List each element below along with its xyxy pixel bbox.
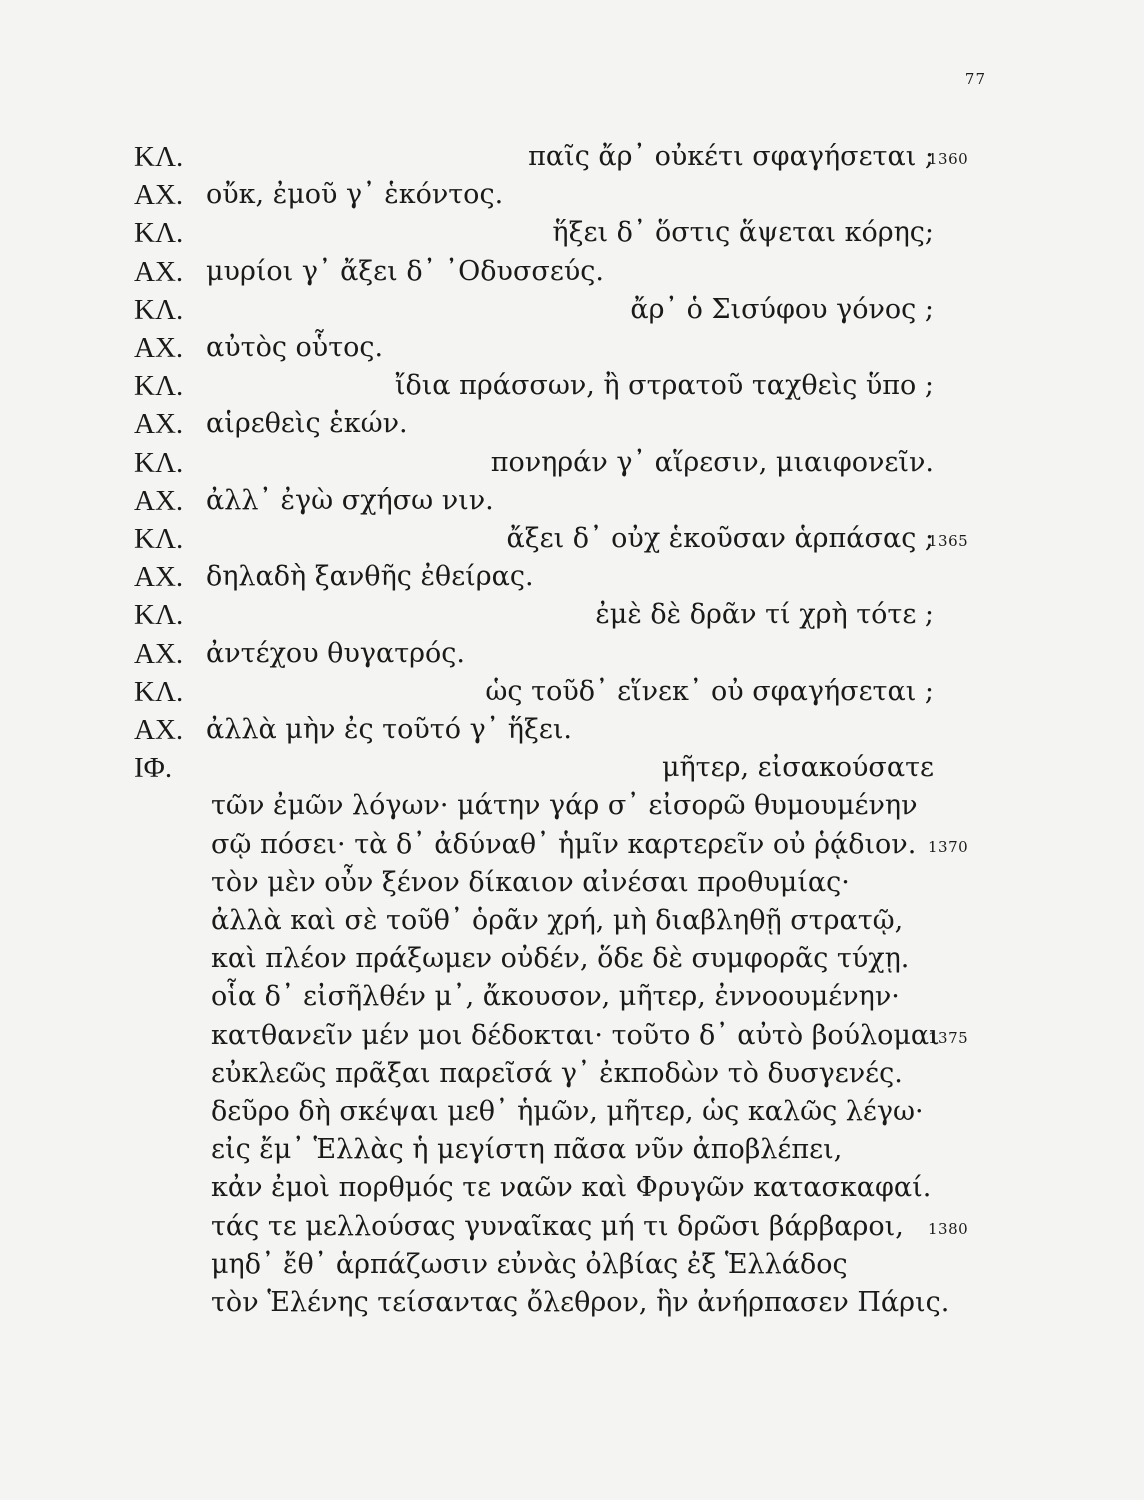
verse-line [0, 635, 1144, 673]
verse-text: τὸν μὲν οὖν ξένον δίκαιον αἰνέσαι προθυμίας· [211, 866, 850, 898]
verse-text: ἥξει δ᾽ ὅστις ἅψεται κόρης; [552, 217, 934, 249]
verse-text: πονηράν γ᾽ αἵρεσιν, μιαιφονεῖν. [490, 446, 934, 478]
speaker-label: ΚΛ. [134, 523, 184, 555]
verse-line [0, 1017, 1144, 1055]
verse-line [0, 253, 1144, 291]
verse-text: ἴδια πράσσων, ἢ στρατοῦ ταχθεὶς ὕπο ; [394, 370, 934, 402]
line-number: 1370 [928, 837, 969, 856]
line-number: 1365 [928, 532, 969, 550]
line-number: 1360 [928, 150, 969, 168]
verse-line [0, 329, 1144, 367]
verse-text: παῖς ἄρ᾽ οὐκέτι σφαγήσεται ; [528, 141, 934, 172]
verse-line [0, 405, 1144, 443]
verse-line [0, 1246, 1144, 1284]
verse-text: ὡς τοῦδ᾽ εἵνεκ᾽ οὐ σφαγήσεται ; [485, 675, 934, 707]
speaker-label: ΚΛ. [134, 370, 184, 403]
verse-text: εἰς ἔμ᾽ Ἑλλὰς ἡ μεγίστη πᾶσα νῦν ἀποβλέπει, [211, 1134, 843, 1166]
verse-text: δεῦρο δὴ σκέψαι μεθ᾽ ἡμῶν, μῆτερ, ὡς καλῶς λέγω· [211, 1096, 924, 1127]
verse-line [0, 1284, 1144, 1322]
verse-text: ἀλλὰ καὶ σὲ τοῦθ᾽ ὁρᾶν χρή, μὴ διαβληθῇ στρατῷ, [211, 905, 904, 936]
verse-line [0, 1055, 1144, 1093]
verse-line [0, 978, 1144, 1016]
speaker-label: ΑΧ. [134, 179, 184, 212]
verse-text: ἀλλὰ μὴν ἐς τοῦτό γ᾽ ἥξει. [206, 714, 572, 745]
verse-line [0, 1169, 1144, 1207]
verse-text: τῶν ἐμῶν λόγων· μάτην γάρ σ᾽ εἰσορῶ θυμουμένην [211, 790, 918, 822]
verse-line [0, 367, 1144, 405]
verse-line [0, 749, 1144, 787]
verse-text: ἄρ᾽ ὁ Σισύφου γόνος ; [630, 293, 934, 325]
line-number: 1380 [928, 1219, 969, 1238]
speaker-label: ΑΧ. [134, 637, 184, 670]
verse-line [0, 787, 1144, 825]
verse-text: αὐτὸς οὗτος. [206, 332, 384, 363]
speaker-label: ΙΦ. [134, 752, 173, 785]
speaker-label: ΚΛ. [134, 675, 184, 708]
page-number: 77 [964, 70, 986, 88]
verse-text: καὶ πλέον πράξωμεν οὐδέν, ὅδε δὲ συμφορᾶς τύχῃ. [211, 943, 910, 975]
verse-text: μηδ᾽ ἔθ᾽ ἁρπάζωσιν εὐνὰς ὀλβίας ἐξ Ἑλλάδος [211, 1248, 848, 1280]
verse-text: μῆτερ, εἰσακούσατε [661, 752, 934, 784]
speaker-label: ΚΛ. [134, 141, 184, 173]
verse-line [0, 291, 1144, 329]
verse-line [0, 1208, 1144, 1246]
verse-line [0, 214, 1144, 252]
verse-text: μυρίοι γ᾽ ἄξει δ᾽ ᾽Οδυσσεύς. [206, 255, 604, 287]
verse-line [0, 176, 1144, 214]
verse-line [0, 558, 1144, 596]
verse-text: εὐκλεῶς πρᾶξαι παρεῖσά γ᾽ ἐκποδὼν τὸ δυσγενές. [211, 1057, 903, 1089]
verse-line [0, 826, 1144, 864]
verse-line [0, 902, 1144, 940]
verse-text: ἄξει δ᾽ οὐχ ἑκοῦσαν ἁρπάσας ; [506, 523, 934, 554]
verse-text: οἷα δ᾽ εἰσῆλθέν μ᾽, ἄκουσον, μῆτερ, ἐννοουμένην· [211, 981, 900, 1013]
verse-text: ἐμὲ δὲ δρᾶν τί χρὴ τότε ; [595, 599, 934, 631]
verse-line [0, 673, 1144, 711]
verse-text: ἀντέχου θυγατρός. [206, 637, 465, 669]
verse-text: κατθανεῖν μέν μοι δέδοκται· τοῦτο δ᾽ αὐτὸ βούλομαι [211, 1019, 940, 1051]
verse-line [0, 520, 1144, 558]
verse-line [0, 138, 1144, 176]
verse-line [0, 864, 1144, 902]
speaker-label: ΚΛ. [134, 599, 184, 632]
verse-text: οὔκ, ἐμοῦ γ᾽ ἑκόντος. [206, 179, 504, 211]
verse-line [0, 711, 1144, 749]
speaker-label: ΑΧ. [134, 714, 184, 746]
speaker-label: ΑΧ. [134, 255, 184, 288]
verse-line [0, 1131, 1144, 1169]
speaker-label: ΑΧ. [134, 408, 184, 441]
speaker-label: ΑΧ. [134, 561, 184, 594]
verse-line [0, 444, 1144, 482]
verse-text: κἀν ἐμοὶ πορθμός τε ναῶν καὶ Φρυγῶν κατασκαφαί. [211, 1172, 932, 1204]
verse-line [0, 482, 1144, 520]
speaker-label: ΚΛ. [134, 446, 184, 479]
speaker-label: ΚΛ. [134, 217, 184, 250]
speaker-label: ΚΛ. [134, 293, 184, 326]
speaker-label: ΑΧ. [134, 484, 184, 517]
verse-text: σῷ πόσει· τὰ δ᾽ ἀδύναθ᾽ ἡμῖν καρτερεῖν οὐ ῥᾴδιον. [211, 828, 917, 860]
verse-text: δηλαδὴ ξανθῆς ἐθείρας. [206, 561, 534, 593]
speaker-label: ΑΧ. [134, 332, 184, 364]
verse-text: αἱρεθεὶς ἑκών. [206, 408, 408, 440]
verse-text: ἀλλ᾽ ἐγὼ σχήσω νιν. [206, 484, 494, 516]
verse-line [0, 596, 1144, 634]
verse-text: τάς τε μελλούσας γυναῖκας μή τι δρῶσι βάρβαροι, [211, 1210, 904, 1242]
verse-text: τὸν Ἑλένης τείσαντας ὄλεθρον, ἣν ἀνήρπασεν Πάρις. [211, 1287, 950, 1318]
line-number: 1375 [928, 1028, 969, 1047]
verse-line [0, 940, 1144, 978]
verse-line [0, 1093, 1144, 1131]
